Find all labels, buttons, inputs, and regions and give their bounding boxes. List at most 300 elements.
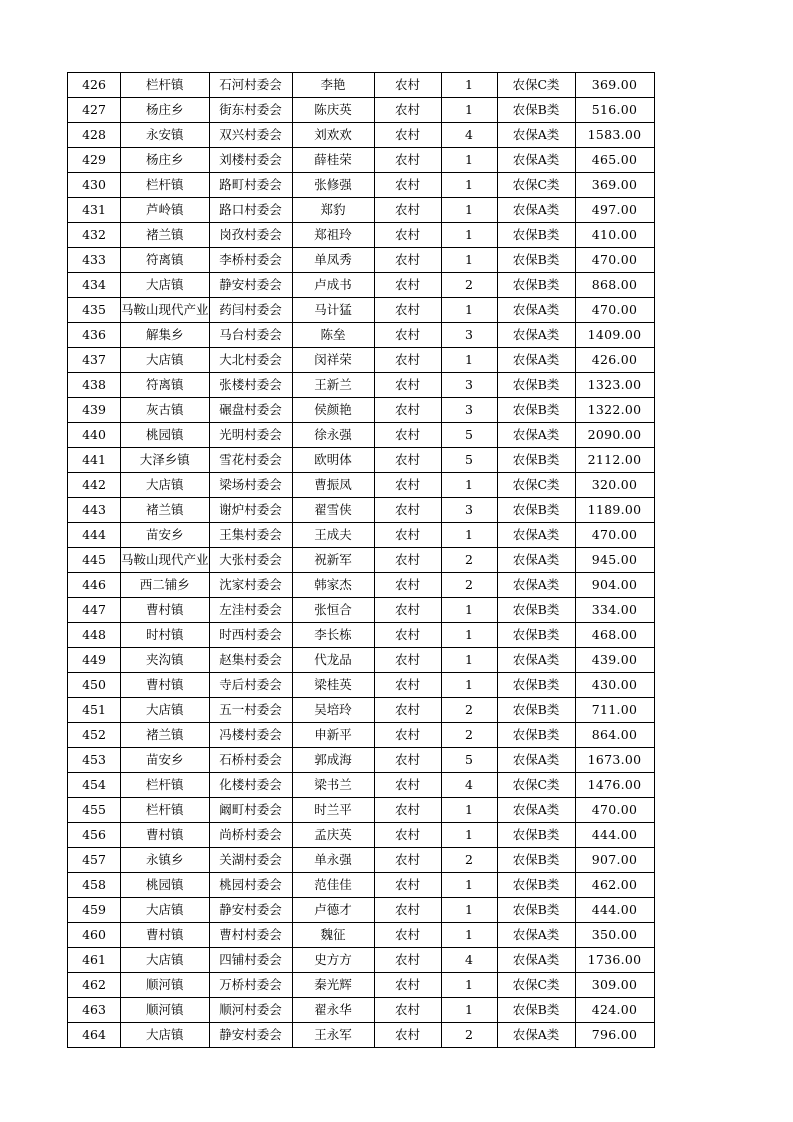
amount-cell: 426.00 — [575, 348, 654, 373]
count-cell: 2 — [441, 723, 497, 748]
table-row — [68, 948, 655, 973]
name-cell: 王永军 — [292, 1023, 374, 1048]
town-cell: 栏杆镇 — [121, 173, 210, 198]
village-cell: 谢炉村委会 — [209, 498, 292, 523]
count-cell: 1 — [441, 223, 497, 248]
row-number: 446 — [68, 573, 121, 598]
name-cell: 魏征 — [292, 923, 374, 948]
amount-cell: 410.00 — [575, 223, 654, 248]
row-number: 453 — [68, 748, 121, 773]
table-row — [68, 973, 655, 998]
count-cell: 5 — [441, 748, 497, 773]
area-cell: 农村 — [374, 548, 441, 573]
table-row — [68, 698, 655, 723]
category-cell: 农保B类 — [497, 823, 575, 848]
village-cell: 双兴村委会 — [209, 123, 292, 148]
town-cell: 苗安乡 — [121, 748, 210, 773]
area-cell: 农村 — [374, 298, 441, 323]
village-cell: 张楼村委会 — [209, 373, 292, 398]
amount-cell: 497.00 — [575, 198, 654, 223]
name-cell: 张恒合 — [292, 598, 374, 623]
row-number: 429 — [68, 148, 121, 173]
category-cell: 农保A类 — [497, 323, 575, 348]
village-cell: 赵集村委会 — [209, 648, 292, 673]
count-cell: 4 — [441, 948, 497, 973]
row-number: 439 — [68, 398, 121, 423]
amount-cell: 309.00 — [575, 973, 654, 998]
name-cell: 梁书兰 — [292, 773, 374, 798]
name-cell: 薛桂荣 — [292, 148, 374, 173]
name-cell: 陈垒 — [292, 323, 374, 348]
village-cell: 四铺村委会 — [209, 948, 292, 973]
category-cell: 农保B类 — [497, 898, 575, 923]
count-cell: 1 — [441, 598, 497, 623]
table-row — [68, 598, 655, 623]
name-cell: 卢成书 — [292, 273, 374, 298]
village-cell: 大张村委会 — [209, 548, 292, 573]
table-row — [68, 748, 655, 773]
count-cell: 1 — [441, 148, 497, 173]
name-cell: 代龙品 — [292, 648, 374, 673]
amount-cell: 945.00 — [575, 548, 654, 573]
name-cell: 欧明体 — [292, 448, 374, 473]
village-cell: 静安村委会 — [209, 273, 292, 298]
row-number: 464 — [68, 1023, 121, 1048]
town-cell: 杨庄乡 — [121, 98, 210, 123]
count-cell: 1 — [441, 473, 497, 498]
area-cell: 农村 — [374, 948, 441, 973]
amount-cell: 711.00 — [575, 698, 654, 723]
village-cell: 街东村委会 — [209, 98, 292, 123]
village-cell: 阚町村委会 — [209, 798, 292, 823]
area-cell: 农村 — [374, 498, 441, 523]
amount-cell: 470.00 — [575, 523, 654, 548]
area-cell: 农村 — [374, 448, 441, 473]
count-cell: 1 — [441, 973, 497, 998]
town-cell: 曹村镇 — [121, 923, 210, 948]
count-cell: 3 — [441, 398, 497, 423]
town-cell: 杨庄乡 — [121, 148, 210, 173]
area-cell: 农村 — [374, 573, 441, 598]
amount-cell: 1476.00 — [575, 773, 654, 798]
category-cell: 农保A类 — [497, 123, 575, 148]
table-row — [68, 773, 655, 798]
area-cell: 农村 — [374, 673, 441, 698]
table-row — [68, 198, 655, 223]
row-number: 432 — [68, 223, 121, 248]
name-cell: 单永强 — [292, 848, 374, 873]
table-row — [68, 623, 655, 648]
town-cell: 褚兰镇 — [121, 498, 210, 523]
area-cell: 农村 — [374, 748, 441, 773]
table-row — [68, 423, 655, 448]
amount-cell: 468.00 — [575, 623, 654, 648]
row-number: 461 — [68, 948, 121, 973]
count-cell: 1 — [441, 648, 497, 673]
category-cell: 农保A类 — [497, 573, 575, 598]
village-cell: 李桥村委会 — [209, 248, 292, 273]
allowance-table — [67, 72, 655, 1048]
town-cell: 桃园镇 — [121, 873, 210, 898]
name-cell: 李长栋 — [292, 623, 374, 648]
count-cell: 1 — [441, 198, 497, 223]
category-cell: 农保B类 — [497, 273, 575, 298]
row-number: 449 — [68, 648, 121, 673]
town-cell: 曹村镇 — [121, 673, 210, 698]
area-cell: 农村 — [374, 223, 441, 248]
area-cell: 农村 — [374, 73, 441, 98]
area-cell: 农村 — [374, 373, 441, 398]
table-row — [68, 148, 655, 173]
village-cell: 路町村委会 — [209, 173, 292, 198]
name-cell: 吴培玲 — [292, 698, 374, 723]
town-cell: 栏杆镇 — [121, 73, 210, 98]
village-cell: 沈家村委会 — [209, 573, 292, 598]
table-row — [68, 723, 655, 748]
village-cell: 桃园村委会 — [209, 873, 292, 898]
category-cell: 农保A类 — [497, 948, 575, 973]
category-cell: 农保B类 — [497, 998, 575, 1023]
town-cell: 夹沟镇 — [121, 648, 210, 673]
row-number: 455 — [68, 798, 121, 823]
row-number: 462 — [68, 973, 121, 998]
table-row — [68, 923, 655, 948]
area-cell: 农村 — [374, 848, 441, 873]
amount-cell: 350.00 — [575, 923, 654, 948]
category-cell: 农保A类 — [497, 523, 575, 548]
table-row — [68, 173, 655, 198]
count-cell: 5 — [441, 448, 497, 473]
name-cell: 时兰平 — [292, 798, 374, 823]
town-cell: 顺河镇 — [121, 998, 210, 1023]
amount-cell: 516.00 — [575, 98, 654, 123]
name-cell: 范佳佳 — [292, 873, 374, 898]
count-cell: 3 — [441, 323, 497, 348]
name-cell: 侯颜艳 — [292, 398, 374, 423]
category-cell: 农保A类 — [497, 148, 575, 173]
count-cell: 5 — [441, 423, 497, 448]
town-cell: 栏杆镇 — [121, 798, 210, 823]
row-number: 428 — [68, 123, 121, 148]
row-number: 451 — [68, 698, 121, 723]
area-cell: 农村 — [374, 148, 441, 173]
village-cell: 曹村村委会 — [209, 923, 292, 948]
village-cell: 静安村委会 — [209, 1023, 292, 1048]
area-cell: 农村 — [374, 873, 441, 898]
amount-cell: 1673.00 — [575, 748, 654, 773]
category-cell: 农保B类 — [497, 698, 575, 723]
name-cell: 梁桂英 — [292, 673, 374, 698]
count-cell: 1 — [441, 298, 497, 323]
count-cell: 1 — [441, 673, 497, 698]
category-cell: 农保A类 — [497, 348, 575, 373]
category-cell: 农保C类 — [497, 773, 575, 798]
village-cell: 石桥村委会 — [209, 748, 292, 773]
town-cell: 大店镇 — [121, 348, 210, 373]
count-cell: 3 — [441, 498, 497, 523]
town-cell: 芦岭镇 — [121, 198, 210, 223]
village-cell: 雪花村委会 — [209, 448, 292, 473]
amount-cell: 907.00 — [575, 848, 654, 873]
area-cell: 农村 — [374, 273, 441, 298]
village-cell: 光明村委会 — [209, 423, 292, 448]
table-row — [68, 573, 655, 598]
count-cell: 1 — [441, 923, 497, 948]
village-cell: 静安村委会 — [209, 898, 292, 923]
table-row — [68, 998, 655, 1023]
amount-cell: 439.00 — [575, 648, 654, 673]
area-cell: 农村 — [374, 798, 441, 823]
table-row — [68, 348, 655, 373]
table-row — [68, 398, 655, 423]
table-row — [68, 1023, 655, 1048]
village-cell: 路口村委会 — [209, 198, 292, 223]
town-cell: 灰古镇 — [121, 398, 210, 423]
village-cell: 时西村委会 — [209, 623, 292, 648]
amount-cell: 904.00 — [575, 573, 654, 598]
amount-cell: 462.00 — [575, 873, 654, 898]
count-cell: 1 — [441, 873, 497, 898]
row-number: 437 — [68, 348, 121, 373]
table-row — [68, 248, 655, 273]
count-cell: 1 — [441, 98, 497, 123]
area-cell: 农村 — [374, 98, 441, 123]
village-cell: 左洼村委会 — [209, 598, 292, 623]
village-cell: 马台村委会 — [209, 323, 292, 348]
table-row — [68, 448, 655, 473]
count-cell: 4 — [441, 773, 497, 798]
town-cell: 大店镇 — [121, 1023, 210, 1048]
area-cell: 农村 — [374, 598, 441, 623]
area-cell: 农村 — [374, 123, 441, 148]
town-cell: 永安镇 — [121, 123, 210, 148]
category-cell: 农保B类 — [497, 223, 575, 248]
name-cell: 郑豹 — [292, 198, 374, 223]
amount-cell: 1189.00 — [575, 498, 654, 523]
category-cell: 农保A类 — [497, 798, 575, 823]
category-cell: 农保A类 — [497, 923, 575, 948]
category-cell: 农保A类 — [497, 648, 575, 673]
name-cell: 韩家杰 — [292, 573, 374, 598]
row-number: 459 — [68, 898, 121, 923]
village-cell: 关湖村委会 — [209, 848, 292, 873]
row-number: 448 — [68, 623, 121, 648]
village-cell: 碾盘村委会 — [209, 398, 292, 423]
table-row — [68, 898, 655, 923]
name-cell: 翟雪侠 — [292, 498, 374, 523]
row-number: 438 — [68, 373, 121, 398]
table-row — [68, 98, 655, 123]
area-cell: 农村 — [374, 348, 441, 373]
village-cell: 梁场村委会 — [209, 473, 292, 498]
table-row — [68, 298, 655, 323]
category-cell: 农保B类 — [497, 448, 575, 473]
area-cell: 农村 — [374, 323, 441, 348]
category-cell: 农保B类 — [497, 398, 575, 423]
name-cell: 张修强 — [292, 173, 374, 198]
table-row — [68, 73, 655, 98]
town-cell: 符离镇 — [121, 248, 210, 273]
village-cell: 大北村委会 — [209, 348, 292, 373]
count-cell: 1 — [441, 173, 497, 198]
village-cell: 冯楼村委会 — [209, 723, 292, 748]
count-cell: 3 — [441, 373, 497, 398]
category-cell: 农保B类 — [497, 373, 575, 398]
category-cell: 农保B类 — [497, 623, 575, 648]
row-number: 436 — [68, 323, 121, 348]
name-cell: 曹振凤 — [292, 473, 374, 498]
amount-cell: 2090.00 — [575, 423, 654, 448]
amount-cell: 444.00 — [575, 823, 654, 848]
category-cell: 农保B类 — [497, 498, 575, 523]
area-cell: 农村 — [374, 198, 441, 223]
table-row — [68, 673, 655, 698]
town-cell: 大店镇 — [121, 698, 210, 723]
name-cell: 郭成海 — [292, 748, 374, 773]
row-number: 444 — [68, 523, 121, 548]
row-number: 458 — [68, 873, 121, 898]
count-cell: 2 — [441, 1023, 497, 1048]
category-cell: 农保C类 — [497, 173, 575, 198]
row-number: 433 — [68, 248, 121, 273]
row-number: 426 — [68, 73, 121, 98]
amount-cell: 334.00 — [575, 598, 654, 623]
area-cell: 农村 — [374, 473, 441, 498]
village-cell: 刘楼村委会 — [209, 148, 292, 173]
town-cell: 时村镇 — [121, 623, 210, 648]
name-cell: 史方方 — [292, 948, 374, 973]
area-cell: 农村 — [374, 823, 441, 848]
town-cell: 大店镇 — [121, 898, 210, 923]
amount-cell: 320.00 — [575, 473, 654, 498]
amount-cell: 1322.00 — [575, 398, 654, 423]
village-cell: 王集村委会 — [209, 523, 292, 548]
category-cell: 农保A类 — [497, 423, 575, 448]
count-cell: 1 — [441, 898, 497, 923]
area-cell: 农村 — [374, 773, 441, 798]
category-cell: 农保B类 — [497, 673, 575, 698]
row-number: 430 — [68, 173, 121, 198]
count-cell: 1 — [441, 73, 497, 98]
table-row — [68, 498, 655, 523]
amount-cell: 444.00 — [575, 898, 654, 923]
row-number: 443 — [68, 498, 121, 523]
town-cell: 马鞍山现代产业 — [121, 548, 210, 573]
amount-cell: 1736.00 — [575, 948, 654, 973]
village-cell: 万桥村委会 — [209, 973, 292, 998]
row-number: 435 — [68, 298, 121, 323]
name-cell: 徐永强 — [292, 423, 374, 448]
row-number: 441 — [68, 448, 121, 473]
table-row — [68, 848, 655, 873]
amount-cell: 2112.00 — [575, 448, 654, 473]
town-cell: 曹村镇 — [121, 598, 210, 623]
row-number: 445 — [68, 548, 121, 573]
name-cell: 王成夫 — [292, 523, 374, 548]
row-number: 457 — [68, 848, 121, 873]
count-cell: 1 — [441, 623, 497, 648]
amount-cell: 465.00 — [575, 148, 654, 173]
village-cell: 岗孜村委会 — [209, 223, 292, 248]
area-cell: 农村 — [374, 423, 441, 448]
name-cell: 翟永华 — [292, 998, 374, 1023]
category-cell: 农保A类 — [497, 198, 575, 223]
village-cell: 尚桥村委会 — [209, 823, 292, 848]
category-cell: 农保A类 — [497, 1023, 575, 1048]
amount-cell: 796.00 — [575, 1023, 654, 1048]
town-cell: 解集乡 — [121, 323, 210, 348]
area-cell: 农村 — [374, 648, 441, 673]
amount-cell: 470.00 — [575, 298, 654, 323]
category-cell: 农保B类 — [497, 873, 575, 898]
town-cell: 大店镇 — [121, 948, 210, 973]
table-row — [68, 648, 655, 673]
village-cell: 石河村委会 — [209, 73, 292, 98]
count-cell: 2 — [441, 848, 497, 873]
amount-cell: 369.00 — [575, 73, 654, 98]
town-cell: 苗安乡 — [121, 523, 210, 548]
town-cell: 符离镇 — [121, 373, 210, 398]
row-number: 456 — [68, 823, 121, 848]
category-cell: 农保B类 — [497, 723, 575, 748]
area-cell: 农村 — [374, 998, 441, 1023]
town-cell: 桃园镇 — [121, 423, 210, 448]
amount-cell: 470.00 — [575, 248, 654, 273]
amount-cell: 369.00 — [575, 173, 654, 198]
row-number: 431 — [68, 198, 121, 223]
town-cell: 西二铺乡 — [121, 573, 210, 598]
category-cell: 农保B类 — [497, 98, 575, 123]
area-cell: 农村 — [374, 723, 441, 748]
amount-cell: 424.00 — [575, 998, 654, 1023]
category-cell: 农保B类 — [497, 248, 575, 273]
table-body — [68, 73, 655, 1048]
count-cell: 2 — [441, 573, 497, 598]
row-number: 427 — [68, 98, 121, 123]
town-cell: 褚兰镇 — [121, 723, 210, 748]
amount-cell: 1583.00 — [575, 123, 654, 148]
village-cell: 五一村委会 — [209, 698, 292, 723]
name-cell: 单凤秀 — [292, 248, 374, 273]
category-cell: 农保A类 — [497, 548, 575, 573]
amount-cell: 868.00 — [575, 273, 654, 298]
count-cell: 1 — [441, 798, 497, 823]
area-cell: 农村 — [374, 973, 441, 998]
count-cell: 1 — [441, 823, 497, 848]
name-cell: 王新兰 — [292, 373, 374, 398]
row-number: 452 — [68, 723, 121, 748]
row-number: 440 — [68, 423, 121, 448]
town-cell: 大泽乡镇 — [121, 448, 210, 473]
village-cell: 化楼村委会 — [209, 773, 292, 798]
category-cell: 农保C类 — [497, 973, 575, 998]
row-number: 434 — [68, 273, 121, 298]
row-number: 463 — [68, 998, 121, 1023]
row-number: 454 — [68, 773, 121, 798]
category-cell: 农保C类 — [497, 473, 575, 498]
table-row — [68, 798, 655, 823]
town-cell: 永镇乡 — [121, 848, 210, 873]
amount-cell: 864.00 — [575, 723, 654, 748]
count-cell: 2 — [441, 698, 497, 723]
row-number: 442 — [68, 473, 121, 498]
area-cell: 农村 — [374, 1023, 441, 1048]
town-cell: 大店镇 — [121, 273, 210, 298]
amount-cell: 1323.00 — [575, 373, 654, 398]
count-cell: 2 — [441, 548, 497, 573]
name-cell: 申新平 — [292, 723, 374, 748]
count-cell: 1 — [441, 248, 497, 273]
